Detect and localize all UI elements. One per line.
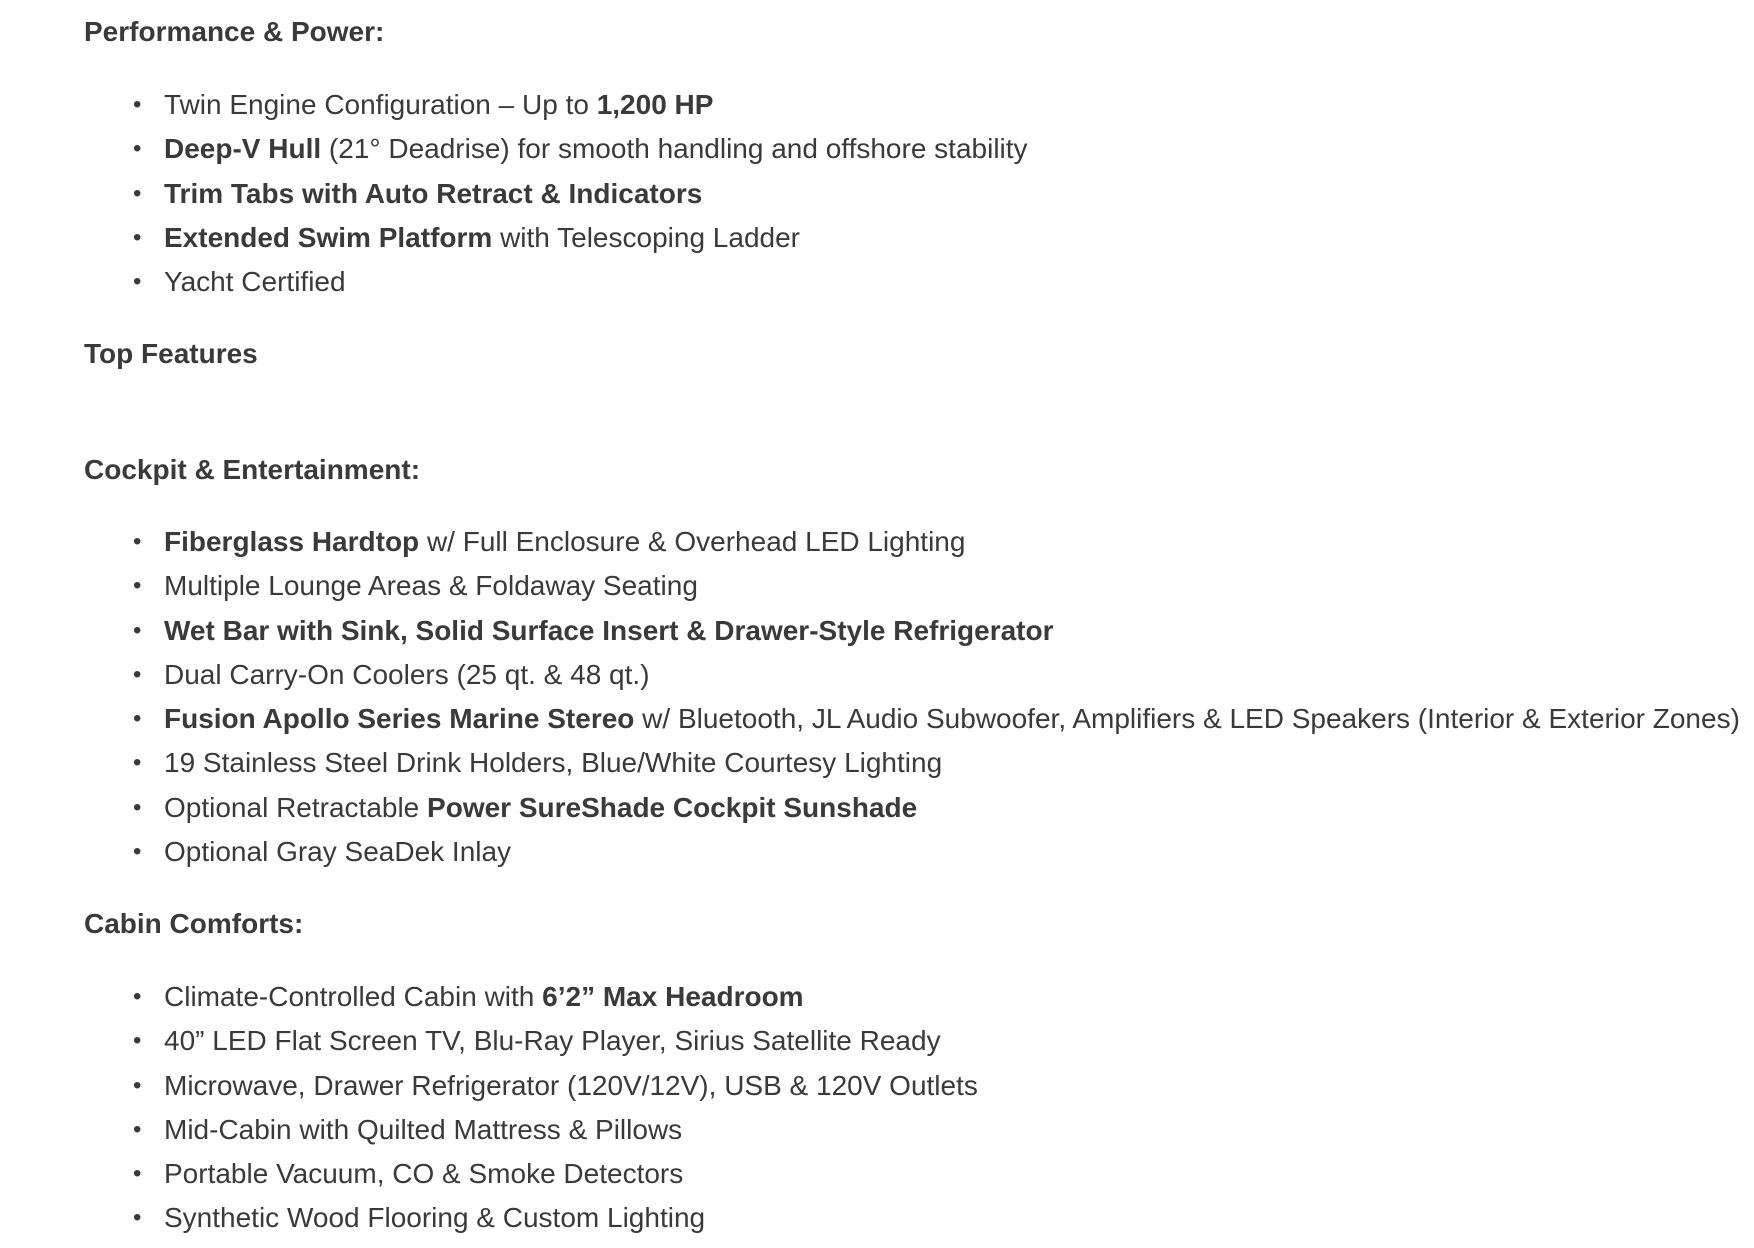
- bullet-icon: •: [133, 983, 142, 1010]
- bullet-icon: •: [133, 749, 142, 777]
- bullet-icon: •: [133, 572, 142, 600]
- list-item-text: Microwave, Drawer Refrigerator (120V/12V), USB & 120V Outlets: [164, 1069, 978, 1101]
- bullet-icon: •: [133, 793, 142, 821]
- section-heading-performance: Performance & Power:: [84, 16, 385, 47]
- bullet-icon: •: [133, 705, 142, 733]
- bullet-icon: •: [133, 1160, 142, 1188]
- list-item: [0, 564, 1754, 608]
- bullet-icon: •: [133, 135, 142, 163]
- list-item-text: Portable Vacuum, CO & Smoke Detectors: [164, 1158, 684, 1190]
- bullet-icon: •: [133, 1071, 142, 1099]
- list-item-text: w/ Bluetooth, JL Audio Subwoofer, Amplifiers & LED Speakers (Interior & Exterior Zones): [634, 703, 1740, 735]
- bullet-icon: •: [133, 268, 142, 296]
- bullet-icon: •: [133, 1115, 142, 1143]
- list-item: [0, 83, 1754, 127]
- list-item-bold-text: Fusion Apollo Series Marine Stereo: [164, 703, 635, 735]
- list-item: [0, 216, 1754, 260]
- section-heading-cockpit: Cockpit & Entertainment:: [84, 454, 421, 485]
- list-item-bold-text: Deep-V Hull: [164, 133, 322, 165]
- bullet-icon: •: [133, 91, 142, 118]
- bullet-icon: •: [133, 223, 142, 251]
- list-item: [0, 172, 1754, 216]
- list-item-text: Synthetic Wood Flooring & Custom Lighting: [164, 1202, 706, 1234]
- list-item-bold-text: 1,200 HP: [596, 89, 714, 120]
- bullet-icon: •: [133, 1204, 142, 1232]
- bullet-icon: •: [133, 1027, 142, 1055]
- list-item-text: Twin Engine Configuration – Up to: [164, 89, 597, 120]
- bullet-icon: •: [133, 179, 142, 207]
- list-item: [0, 609, 1754, 653]
- list-item-bold-text: Power SureShade Cockpit Sunshade: [427, 791, 918, 823]
- list-item-bold-text: Trim Tabs with Auto Retract & Indicators: [164, 177, 703, 209]
- list-item-text: Multiple Lounge Areas & Foldaway Seating: [164, 570, 698, 602]
- list-item: [0, 786, 1754, 830]
- list-item: [0, 520, 1754, 564]
- list-item: [0, 260, 1754, 304]
- list-item-bold-text: Fiberglass Hardtop: [164, 526, 420, 557]
- list-item: [0, 830, 1754, 874]
- list-item: [0, 1108, 1754, 1152]
- bullet-icon: •: [133, 838, 142, 866]
- bullet-icon: •: [133, 616, 142, 644]
- list-item: [0, 741, 1754, 785]
- feature-list-performance: [0, 83, 1754, 304]
- list-item: [0, 1064, 1754, 1108]
- list-item: [0, 697, 1754, 741]
- list-item-bold-text: 6’2” Max Headroom: [542, 981, 804, 1012]
- list-item: [0, 1019, 1754, 1063]
- list-item-bold-text: Wet Bar with Sink, Solid Surface Insert & Drawer-Style Refrigerator: [164, 614, 1054, 646]
- list-item-text: Mid-Cabin with Quilted Mattress & Pillows: [164, 1113, 683, 1145]
- feature-list-cabin: [0, 975, 1754, 1241]
- list-item: [0, 1152, 1754, 1196]
- bullet-icon: •: [133, 660, 142, 688]
- list-item-text: Optional Gray SeaDek Inlay: [164, 836, 512, 868]
- list-item-text: Climate-Controlled Cabin with: [164, 981, 543, 1012]
- list-item: [0, 975, 1754, 1019]
- list-item-text: w/ Full Enclosure & Overhead LED Lighting: [419, 526, 966, 557]
- list-item: [0, 127, 1754, 171]
- list-item: [0, 1196, 1754, 1240]
- list-item-text: (21° Deadrise) for smooth handling and offshore stability: [321, 133, 1028, 165]
- list-item: [0, 653, 1754, 697]
- list-item-text: 40” LED Flat Screen TV, Blu-Ray Player, Sirius Satellite Ready: [164, 1025, 941, 1057]
- list-item-text: Yacht Certified: [164, 266, 346, 298]
- list-item-text: 19 Stainless Steel Drink Holders, Blue/White Courtesy Lighting: [164, 747, 943, 779]
- section-heading-top-features: Top Features: [84, 338, 258, 369]
- list-item-text: with Telescoping Ladder: [492, 221, 800, 253]
- feature-list-cockpit: [0, 520, 1754, 874]
- list-item-text: Dual Carry-On Coolers (25 qt. & 48 qt.): [164, 658, 650, 690]
- section-heading-cabin: Cabin Comforts:: [84, 908, 304, 939]
- bullet-icon: •: [133, 528, 142, 555]
- list-item-bold-text: Extended Swim Platform: [164, 221, 493, 253]
- list-item-text: Optional Retractable: [164, 791, 428, 823]
